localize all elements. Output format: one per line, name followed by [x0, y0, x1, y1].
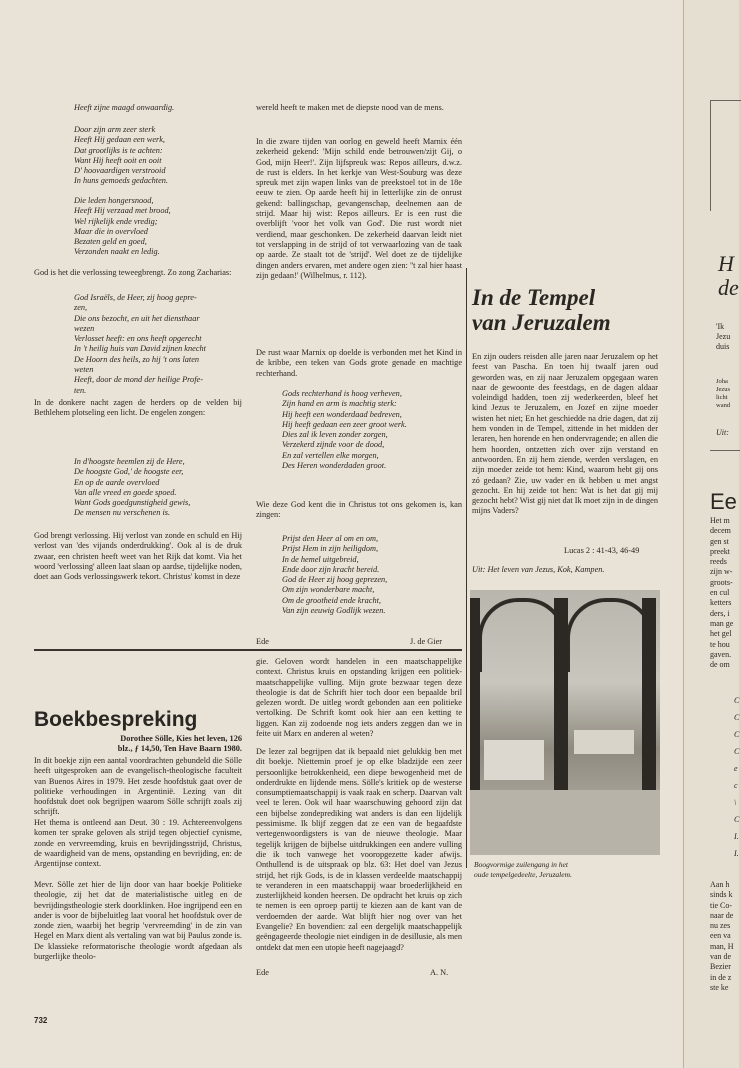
photo-caption: Boogvormige zuilengang in het oude tempelgedeelte, Jeruzalem. — [474, 860, 572, 879]
paragraph-verlossing: God brengt verlossing. Hij verlost van zonde en schuld en Hij verlost van 'des vijands onderdrukking'. Ook al is de druk zwaar, een christen heeft weet van het Rijk dat komt. Via het woord 'verlossing' alleen laat slaan op aardse, tijdelijke noden, doet aan Gods verlossingswerk tekort. Christus' komst in deze — [34, 531, 242, 582]
tempel-bible-text: En zijn ouders reisden alle jaren naar Jeruzalem op het feest van Pascha. En toen hij twaalf jaren oud geworden was, en zij naar Jeruzalem opgegaan waren naar de gewoonte des feestdags, en de dagen aldaar voleindigd hadden, toen zij wederkeerden, bleef het kind Jezus te Jeruzalem, en Jozef en zijne moeder wisten het niet; En het geschiedde na drie dagen, dat zij hem vonden in de Tempel, zittende in het midden der leraren, hen horende en hen ondervragende; en allen die hem hoorden, ontzetten zich over zijn verstand en antwoorden. En zij hem ziende, werden verslagen, en zijn moeder zeide tot hem: Kind, waarom hebt gij ons zó gedaan? Zie, uw vader en ik hebben u met angst gezocht. En hij zeide tot hen: Wat is het dat gij mij gezocht hebt? Wist gij niet dat Ik moet zijn in de dingen mijns Vaders? — [472, 352, 658, 516]
hymn-engelen: In d'hoogste heemlen zij de Here, De hoogste God,' de hoogste eer, En op de aarde overvloed Van alle vreed en goede spoed. Want Gods goedgunstigheid gewis, De mensen nu verschenen is. — [74, 457, 191, 518]
next-column-2: Aan h sinds k tie Co- naar de nu zes een va man, H van de Bezier in de z ste ke — [710, 880, 734, 992]
hymn-rechterhand: Gods rechterhand is hoog verheven, Zijn hand en arm is machtig sterk: Hij heeft een wonderdaad bedreven, Hij heeft gedaan een zeer groot werk. Dies zal ik leven zonder zorgen, Verzekerd zijnde voor de dood, En zal vertellen elke morgen, Des Heren wonderdaden groot. — [282, 389, 407, 471]
source-credit: Uit: Het leven van Jezus, Kok, Kampen. — [472, 565, 605, 574]
next-heading: H de — [718, 251, 739, 300]
book-review-subtitle: Dorothee Sölle, Kies het leven, 126 blz., ƒ 14,50, Ten Have Baarn 1980. — [117, 734, 242, 754]
hymn1-line: Heeft zijne maagd onwaardig. — [74, 103, 175, 112]
next-verse-marks: C C C C e c \ C I. I. — [734, 696, 740, 858]
next-column-1: Het m decem gen st preekt reeds zijn w- groots- en cul ketters ders, i man ge het gel te hou gaven. de om — [710, 516, 734, 670]
next-page-fragment — [683, 0, 739, 1068]
review-paragraph-3: Mevr. Sölle zet hier de lijn door van haar boekje Politieke theologie, zij het dat de materialistische uitleg en de bevrijdingstheologie sterk doorklinken. Hoe ingrijpend een en ander is voor de bijbeluitleg laat vooral het hoofdstuk over de zonde zien, waarbij het begrip 'vervreemding' in de zin van Hegel en Marx dient als vertaling van wat bij Paulus zonde is. De klassieke reformatorische theologie wordt afgedaan als burgerlijke theolo- — [34, 880, 242, 962]
signature-place: Ede — [256, 637, 269, 646]
col2-paragraph-1: wereld heeft te maken met de diepste nood van de mens. — [256, 103, 444, 112]
tempel-heading: In de Tempel van Jeruzalem — [472, 285, 611, 335]
hymn1-stanza-2: Door zijn arm zeer sterk Heeft Hij gedaan een werk, Dat grootlijks is te achten: Want Hij heeft ooit en ooit D' hoovaardigen verstrooid In huns gemoeds gedachten. — [74, 125, 169, 186]
col2-paragraph-marnix: In die zware tijden van oorlog en geweld heeft Marnix één zekerheid gekend: 'Mijn schild ende betrouwen/zijt Gij, o God, mijn Heer!'. Zijn lijfspreuk was: Repos ailleurs, d.w.z. de rust is elders. In het kerkje van West-Souburg was deze spreuk met zijn wapen links van de preekstoel tot in de 18e eeuw te zien. Op aarde heeft hij in letterlijke zin de onrust gekend: ballingschap, gevangenschap, deelnemen aan de strijd. Maar hij wist: Repos ailleurs. Er is een rust die overblijft 'voor het volk van God'. Die rust wordt niet verdiend, maar geschonken. De zekerheid daarvan leidt niet tot verslapping in de strijd of tot verwaarlozing van de taak op aarde. Ze staalt tot de 'strijd'. Wel doet ze de tijdelijke dingen anders ervaren, met andere ogen zien: ''t zal hier haast zijn gedaan!' (Wilhelmus, r. 112). — [256, 137, 462, 280]
temple-photo — [470, 590, 660, 855]
hymn1-stanza-3: Die leden hongersnood, Heeft Hij verzaad met brood, Wel rijkelijk ende vredig; Maar die in overvloed Bezaten geld en goed, Verzonden naakt en ledig. — [74, 196, 171, 257]
hymn-zacharias: God Israëls, de Heer, zij hoog gepre- zen, Die ons bezocht, en uit het diensthaar wezen Verlosset heeft: en ons heeft opgerecht In 't heilig huis van David zijnen knecht De Hoorn des heils, zo hij 't ons laten weten Heeft, door de mond der heilige Profe- ten. — [74, 293, 206, 395]
paragraph-zacharias: God is het die verlossing teweegbrengt. Zo zong Zacharias: — [34, 268, 232, 277]
bible-reference: Lucas 2 : 41-43, 46-49 — [564, 546, 640, 555]
review-paragraph-4: gie. Geloven wordt handelen in een maatschappelijke context. Christus kruis en opstanding krijgen een politiek-maatschappelijke vulling. Mijn grote bezwaar tegen deze theologie is dat de Schrift hier toch door een bepaalde bril gelezen wordt. De uitleg wordt gebonden aan een politieke vertolking. De Schrift komt ook hier aan een ketting te liggen. Kan zij zodoende nog iets anders zeggen dan we in feite uit Marx en anderen al weten? — [256, 657, 462, 739]
next-uit: Uit: — [716, 428, 729, 437]
hymn-prijst: Prijst den Heer al om en om, Prijst Hem in zijn heiligdom, In de hemel uitgebreid, Ende door zijn kracht bereid. God de Heer zij hoog geprezen, Om zijn wonderbare macht, Om de grootheid ende kracht, Van zijn eeuwig Godlijk wezen. — [282, 534, 388, 616]
page-number: 732 — [34, 1016, 48, 1025]
review-paragraph-1: In dit boekje zijn een aantal voordrachten gebundeld die Sölle heeft uitgesproken aan de evangelisch-theologische faculteit van Buenos Aires in 1979. Het zesde hoofdstuk gaat over de politieke verhoudingen in Argentinië. Lezing van dit hoofdstuk doet ook begrijpen waarom Sölle schrijft zoals zij schrijft. — [34, 756, 242, 817]
signature-author: J. de Gier — [410, 637, 443, 646]
review-paragraph-2: Het thema is ontleend aan Deut. 30 : 19. Achtereenvolgens komen ter sprake geloven als strijd tegen objectief cynisme, zonde en vervreemding, kruis en bevrijdingsstrijd, Christus, de waardigheid van de mens, opstanding en bevrijding, en: de Argentijnse context. — [34, 818, 242, 869]
column-rule — [466, 268, 467, 868]
section-divider — [34, 649, 462, 651]
review-paragraph-5: De lezer zal begrijpen dat ik bepaald niet gelukkig ben met dit boekje. Niettemin proef je op elke bladzijde een zeer persoonlijke betrokkenheid, een diepe bewogenheid met de onderdrukte en lijdende mens. Sölle's kritiek op de westerse consumptiemaatschappij is vaak raak en scherp. Daarvan valt veel te leren. Ook wil haar waarschuwing gehoord zijn dat een bijbelse zondeprediking wat anders is dan een lijdelijk pessimisme. Ik blijf zeggen dat ze een van de begaafdste vertegenwoordigsters is van de nieuwe theologie. Maar tegelijk krijgen de bijbelse uitdrukkingen een andere vulling die ik toch vanwege het vooropgezette kader afwijs. Onthullend is de uitspraak op blz. 63: Het doel van Jezus strijd, het rijk Gods, is de in klassen verdeelde maatschappij te veranderen in een maatschappij waar broederlijkheid en zusterlijkheid konden heersen. De opdracht het kruis op zich te nemen is een oproep partij te kiezen aan de kant van de verdoemden der aarde. Wat blijft hier nog over van het Evangelie? En bovendien: zal een dergelijk maatschappelijk geëngageerde theologie niet eindigen in de desillusie, als men ontdekt dat men een utopie heeft nagejaagd? — [256, 747, 462, 952]
paragraph-herders: In de donkere nacht zagen de herders op de velden bij Bethlehem plotseling een licht. De engelen zongen: — [34, 398, 242, 418]
col2-paragraph-rust: De rust waar Marnix op doelde is verbonden met het Kind in de kribbe, een teken van Gods grote genade en machtige rechterhand. — [256, 348, 462, 378]
book-review-heading: Boekbespreking — [34, 708, 198, 731]
review-author: A. N. — [430, 968, 449, 977]
next-quote: 'Ik Jezu duis — [716, 322, 731, 351]
review-place: Ede — [256, 968, 269, 977]
next-heading-ee: Ee — [710, 489, 737, 514]
col2-paragraph-wie: Wie deze God kent die in Christus tot ons gekomen is, kan zingen: — [256, 500, 462, 520]
next-small-text: Joha Jezus licht wand — [716, 378, 731, 409]
